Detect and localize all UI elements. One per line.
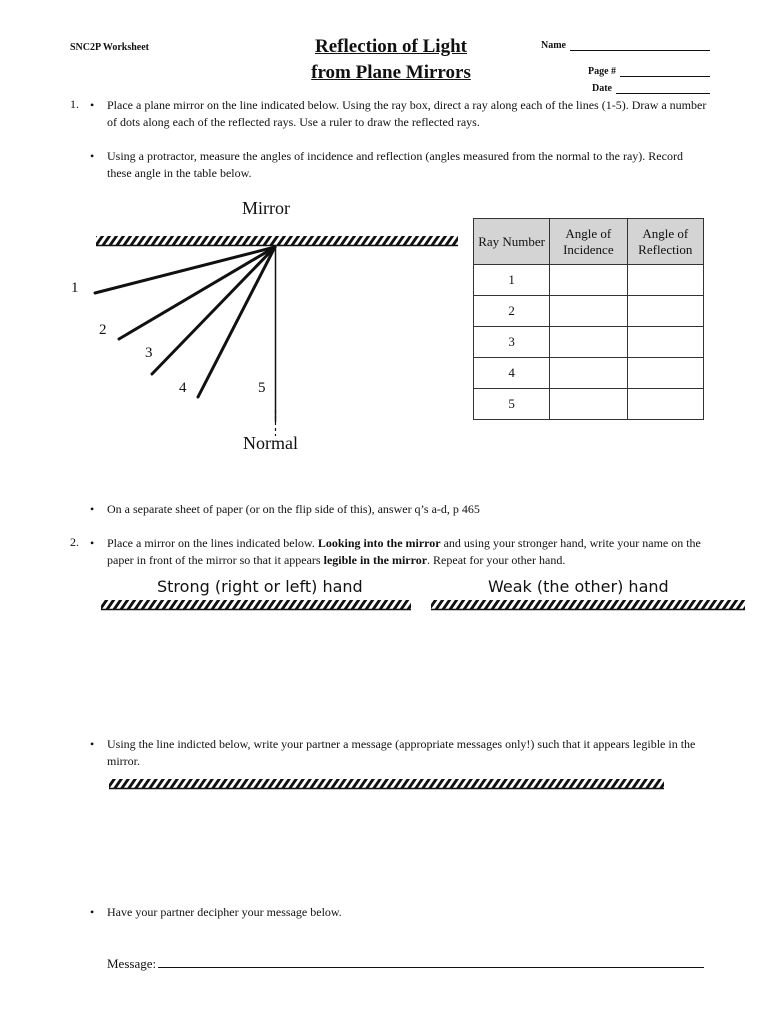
bullet-dot: •: [90, 737, 95, 751]
q2-bullet-c-text: Have your partner decipher your message below.: [107, 905, 342, 919]
angle-table: [473, 218, 704, 420]
ray-label-1: 1: [71, 280, 79, 296]
q2-bullet-a-text2: and using your stronger hand, write your name on the paper in front of the mirror so that it appears: [107, 536, 701, 567]
q2-bullet-a-text1: Place a mirror on the lines indicated below.: [107, 536, 318, 550]
q1-bullet-b-text: Using a protractor, measure the angles of incidence and reflection (angles measured from the normal to the ray). Record these angle in the table below.: [107, 149, 683, 180]
mirror-label: Mirror: [242, 198, 290, 218]
q2-bullet-c: [90, 904, 707, 921]
message-mirror-line[interactable]: [109, 779, 664, 789]
question-number-2: 2.: [70, 535, 79, 549]
incident-rays: [95, 247, 275, 397]
table-row: [474, 296, 704, 327]
q2-bullet-a-bold2: legible in the mirror: [323, 552, 428, 567]
mirror-line[interactable]: [96, 236, 458, 246]
table-row: [474, 358, 704, 389]
bullet-dot: •: [90, 905, 95, 919]
column-header-angle-incidence: Angle of Incidence: [550, 219, 627, 265]
ray-1: [95, 247, 275, 293]
ray-label-5: 5: [258, 380, 266, 396]
incidence-cell[interactable]: [550, 265, 627, 296]
table-row: [474, 389, 704, 420]
ray-number-cell: 4: [474, 358, 550, 389]
reflection-cell[interactable]: [627, 296, 703, 327]
ray-number-cell: 5: [474, 389, 550, 420]
q2-bullet-a-text3: . Repeat for your other hand.: [427, 552, 566, 567]
q1-bullet-a-text: Place a plane mirror on the line indicated below. Using the ray box, direct a ray along each of the lines (1-5). Draw a number of dots along each of the reflected rays. Use a ruler to draw the reflected rays.: [107, 98, 707, 129]
reflection-cell[interactable]: [627, 327, 703, 358]
page-title-line2: from Plane Mirrors: [311, 62, 471, 83]
q1-bullet-c-text: On a separate sheet of paper (or on the flip side of this), answer q’s a-d, p 465: [107, 502, 480, 516]
page-title-line1: Reflection of Light: [315, 36, 467, 57]
strong-hand-mirror-line[interactable]: [101, 600, 411, 610]
reflection-cell[interactable]: [627, 389, 703, 420]
bullet-dot: •: [90, 149, 95, 163]
bullet-dot: •: [90, 98, 95, 112]
weak-hand-mirror-line[interactable]: [431, 600, 745, 610]
message-field[interactable]: [107, 955, 704, 972]
normal-label: Normal: [243, 433, 298, 453]
incidence-cell[interactable]: [550, 358, 627, 389]
q2-bullet-b-text: Using the line indicted below, write your partner a message (appropriate messages only!) such that it appears legible in the mirror.: [107, 737, 696, 768]
weak-hand-label: Weak (the other) hand: [488, 577, 669, 596]
ray-label-3: 3: [145, 345, 153, 361]
name-label: Name: [541, 40, 566, 51]
ray-3: [152, 247, 275, 374]
incidence-cell[interactable]: [550, 389, 627, 420]
bullet-dot: •: [90, 536, 95, 550]
ray-label-2: 2: [99, 322, 107, 338]
table-header-row: [474, 219, 704, 265]
worksheet-code: SNC2P Worksheet: [70, 42, 149, 53]
table-row: [474, 265, 704, 296]
reflection-cell[interactable]: [627, 265, 703, 296]
q2-bullet-b: [90, 736, 707, 769]
ray-number-cell: 3: [474, 327, 550, 358]
q2-bullet-a-bold1: Looking into the mirror: [317, 536, 441, 550]
bullet-dot: •: [90, 502, 95, 516]
incidence-cell[interactable]: [550, 296, 627, 327]
incidence-cell[interactable]: [550, 327, 627, 358]
message-blank[interactable]: [158, 955, 704, 968]
ray-label-4: 4: [179, 380, 187, 396]
question-number-1: 1.: [70, 97, 79, 111]
q2-bullet-a: [90, 535, 711, 568]
message-label: Message:: [107, 956, 157, 971]
table-row: [474, 327, 704, 358]
column-header-ray-number: Ray Number: [474, 219, 550, 265]
q1-bullet-c: [90, 501, 707, 518]
strong-hand-label: Strong (right or left) hand: [157, 577, 363, 596]
page-label: Page #: [588, 66, 617, 77]
ray-number-cell: 1: [474, 265, 550, 296]
ray-number-cell: 2: [474, 296, 550, 327]
reflection-cell[interactable]: [627, 358, 703, 389]
date-label: Date: [592, 83, 612, 94]
column-header-angle-reflection: Angle of Reflection: [627, 219, 703, 265]
